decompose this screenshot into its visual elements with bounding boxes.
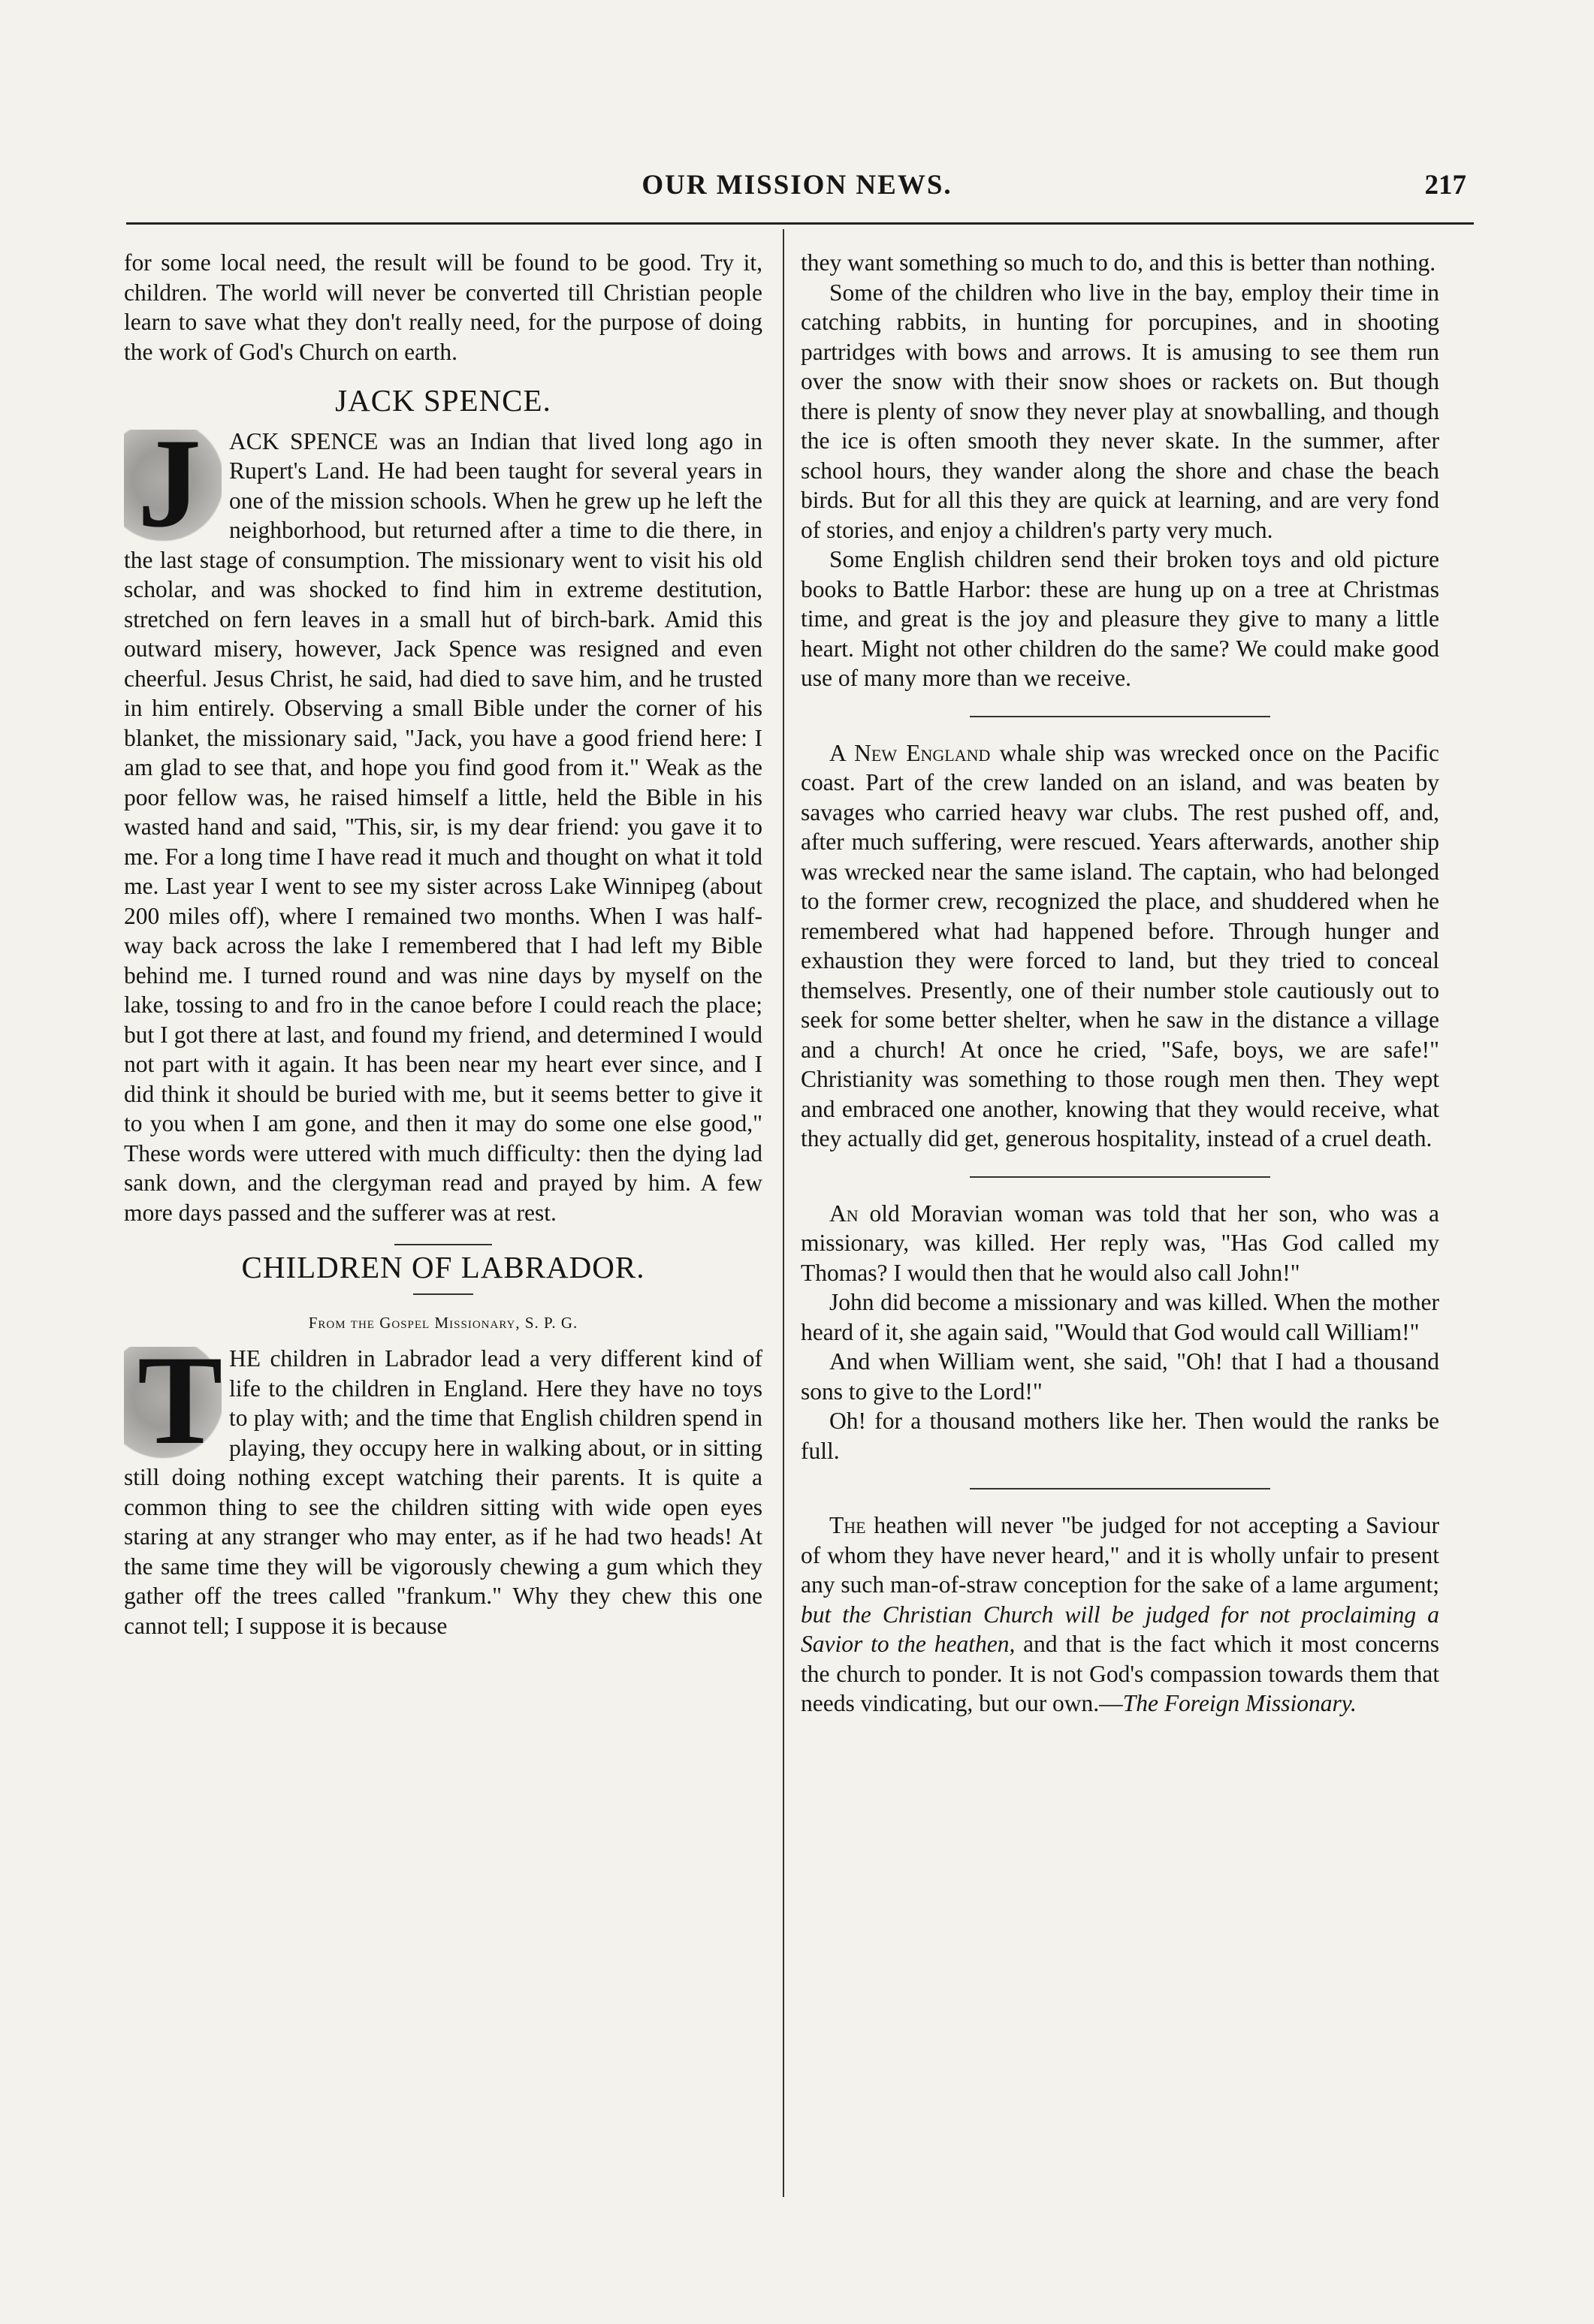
page-number: 217 [1424, 170, 1466, 201]
moravian-paragraph-1 [801, 1199, 1439, 1288]
labrador-article [124, 1330, 762, 1640]
whaleship-text: whale ship was wrecked once on the Pacific coast. Part of the crew landed on an island, and was beaten by savages who carried heavy war clubs. The rest pushed off, and, after much suffering, were rescued. Years afterwards, another ship was wrecked near the same island. The captain, who had belonged to the former crew, recognized the place, and shuddered when he remembered what had happened before. Through hunger and exhaustion they were forced to land, but they tried to conceal themselves. Presently, one of their number stole cautiously out to seek for some better shelter, when he saw in the distance a village and a church! At once he cried, "Safe, boys, we are safe!" Christianity was something to those rough men then. They wept and embraced one another, knowing that they would receive, what they actually did get, generous hospitality, instead of a cruel death. [801, 739, 1439, 1151]
heathen-source: The Foreign Missionary. [1122, 1690, 1357, 1716]
whaleship-article [801, 738, 1439, 1154]
moravian-paragraph-4: Oh! for a thousand mothers like her. Then would the ranks be full. [801, 1408, 1439, 1464]
jack-spence-article [124, 412, 762, 1228]
heathen-article [801, 1511, 1439, 1719]
labrador-paragraph-2: Some of the children who live in the bay, employ their time in catching rabbits, in hunting for porcupines, and in shooting partridges with bows and arrows. It is amusing to see them run over the snow with their snow shoes or rackets on. But though there is plenty of snow they never play at snowballing, and though the ice is often smooth they never skate. In the summer, after school hours, they wander along the shore and chase the beach birds. But for all this they are quick at learning, and are very fond of stories, and enjoy a children's party very much. [801, 279, 1439, 543]
labrador-body-text: HE children in Labrador lead a very different kind of life to the children in England. Here they have no toys to play with; and the time that English children spend in playing, they occupy here in walking about, or in sitting still doing nothing except watching their parents. It is quite a common thing to see the children sitting with wide open eyes staring at any stranger who may enter, as if he had two heads! At the same time they will be vigorously chewing a gum which they gather off the trees called "frankum." Why they chew this one cannot tell; I suppose it is because [124, 1345, 762, 1639]
heathen-italic-text: but the Christian Church will be judged for not proclaiming a Savior to the heathen, [801, 1601, 1439, 1657]
moravian-paragraph-2: John did become a missionary and was killed. When the mother heard of it, she again said, "Would that God would call William!" [801, 1289, 1439, 1345]
jack-spence-heading: JACK SPENCE. [335, 383, 551, 418]
labrador-source: From the Gospel Missionary, S. P. G. [308, 1313, 578, 1332]
whaleship-lead: A New England [829, 739, 991, 766]
running-head [128, 169, 1466, 214]
left-column [124, 248, 762, 1640]
right-column [801, 248, 1439, 1719]
moravian-paragraph-3: And when William went, she said, "Oh! that I had a thousand sons to give to the Lord!" [801, 1348, 1439, 1405]
continued-paragraph: for some local need, the result will be found to be good. Try it, children. The world will never be converted till Christian people learn to save what they don't really need, for the purpose of doing the work of God's Church on earth. [124, 249, 762, 365]
heathen-text: heathen will never "be judged for not accepting a Saviour of whom they have never heard," and it is wholly unfair to present any such man-of-straw conception for the sake of a lame argument; [801, 1512, 1439, 1598]
section-rule-4 [970, 1488, 1270, 1489]
moravian-lead: An [829, 1200, 859, 1227]
jack-dropcap-ornament [124, 412, 222, 554]
header-rule [126, 222, 1474, 225]
section-rule-1 [394, 1244, 492, 1245]
section-rule-2 [970, 716, 1270, 717]
section-rule-3 [970, 1176, 1270, 1178]
jack-body-text: was an Indian that lived long ago in Rupert's Land. He had been taught for several years in one of the mission schools. When he grew up he left the neighborhood, but returned after a time to die there, in the last stage of consumption. The missionary went to visit his old scholar, and was shocked to find him in extreme destitution, stretched on fern leaves in a small hut of birch-bark. Amid this outward misery, however, Jack Spence was resigned and even cheerful. Jesus Christ, he said, had died to save him, and he trusted in him entirely. Observing a small Bible under the corner of his blanket, the missionary said, "Jack, you have a good friend here: I am glad to see that, and hope you find good from it." Weak as the poor fellow was, he raised himself a little, held the Bible in his wasted hand and said, "This, sir, is my dear friend: you gave it to me. For a long time I have read it much and thought on what it told me. Last year I went to see my sister across Lake Winnipeg (about 200 miles off), where I remained two months. When I was half-way back across the lake I remembered that I had left my Bible behind me. I turned round and was nine days by myself on the lake, tossing to and fro in the canoe before I could reach the place; but I got there at last, and found my friend, and determined I would not part with it again. It has been near my heart ever since, and I did think it should be buried with me, but it seems better to give it to you when I am gone, and then it may do some one else good," These words were uttered with much difficulty: then the dying lad sank down, and the clergyman read and prayed by him. A few more days passed and the sufferer was at rest. [124, 427, 762, 1226]
heathen-text-2: and that is the fact which it most concerns the church to ponder. It is not God's compassion towards them that needs vindicating, but our own.— [801, 1631, 1439, 1716]
labrador-dropcap-ornament [124, 1330, 223, 1471]
labrador-paragraph-3: Some English children send their broken toys and old picture books to Battle Harbor: these are hung up on a tree at Christmas time, and great is the joy and pleasure they give to many a little heart. Might not other children do the same? We could make good use of many more than we receive. [801, 546, 1439, 691]
labrador-heading-rule [413, 1293, 473, 1295]
labrador-dropcap-letter: T [137, 1330, 223, 1471]
jack-dropcap-letter: J [137, 412, 201, 554]
jack-lead-words: ACK SPENCE [229, 427, 379, 454]
labrador-heading: CHILDREN OF LABRADOR. [241, 1250, 645, 1284]
labrador-continued: they want something so much to do, and this is better than nothing. [801, 249, 1436, 276]
heathen-lead: The [829, 1512, 866, 1538]
running-title: OUR MISSION NEWS. [642, 170, 952, 201]
moravian-text-1: old Moravian woman was told that her son, who was a missionary, was killed. Her reply was, "Has God called my Thomas? I would then that he would also call John!" [801, 1200, 1439, 1286]
column-divider [783, 229, 784, 2197]
